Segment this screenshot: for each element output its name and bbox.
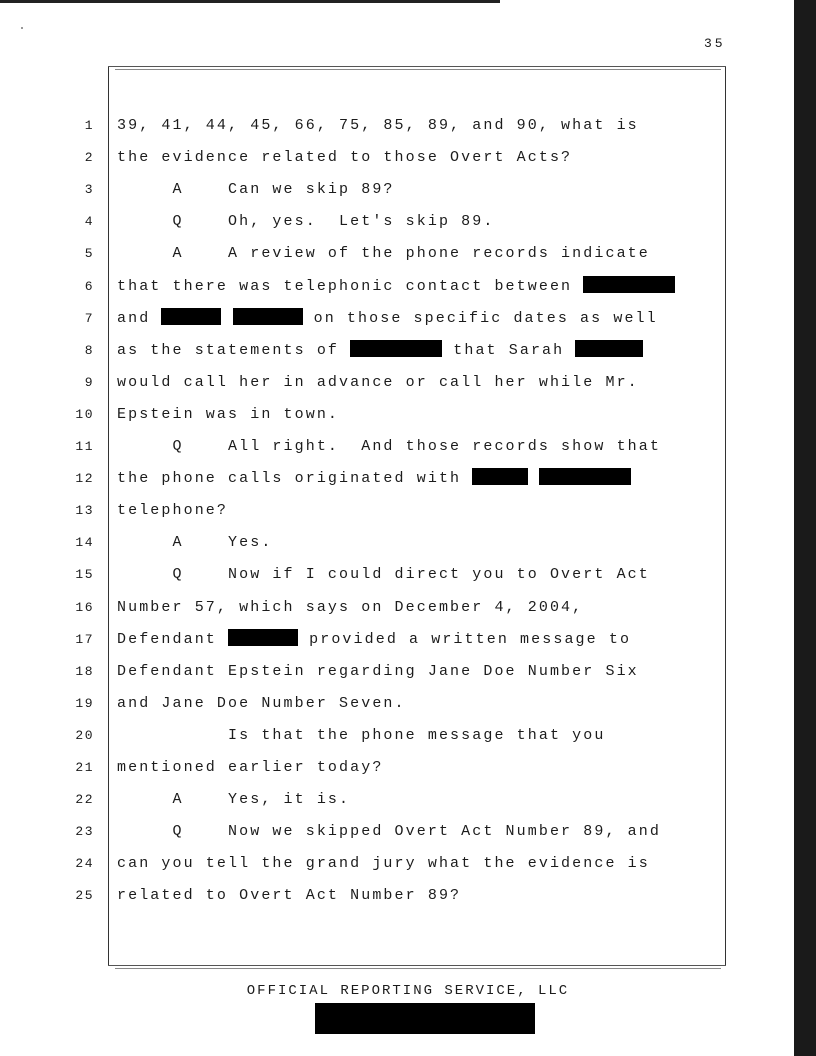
line-text (117, 372, 639, 394)
transcript-line (0, 211, 720, 233)
line-text (117, 500, 228, 522)
transcript-line (0, 308, 720, 330)
line-text (117, 789, 350, 811)
text-segment: and (117, 309, 162, 327)
top-edge-rule (0, 0, 500, 3)
text-segment: Q All right. And those records show that (117, 438, 661, 455)
transcript-line (0, 629, 720, 651)
line-text (117, 340, 643, 362)
line-text (117, 661, 639, 683)
text-segment: that there was telephonic contact between (117, 277, 584, 295)
line-text (117, 821, 661, 843)
text-segment: Defendant Epstein regarding Jane Doe Number Six (117, 662, 639, 680)
line-number: 22 (75, 792, 94, 808)
redaction-box (350, 340, 442, 357)
line-number: 2 (84, 150, 94, 166)
redaction-box (575, 340, 643, 357)
text-segment: Is that the phone message that you (117, 726, 606, 744)
page-number: 35 (704, 36, 726, 51)
line-text (117, 179, 395, 201)
line-number: 20 (75, 727, 94, 743)
text-segment: mentioned earlier today? (117, 759, 384, 776)
line-text (117, 468, 631, 490)
frame-bottom-rule-inner (115, 968, 721, 969)
text-segment: telephone? (117, 502, 229, 520)
line-text (117, 757, 383, 779)
text-segment: A Yes. (117, 534, 273, 552)
line-number: 6 (84, 278, 94, 294)
transcript-line (0, 147, 720, 169)
line-text (117, 597, 583, 619)
transcript-line (0, 885, 720, 907)
transcript-line (0, 115, 720, 137)
line-text (117, 276, 675, 298)
text-segment: 39, 41, 44, 45, 66, 75, 85, 89, and 90, what is (117, 117, 639, 134)
text-segment: on those specific dates as well (302, 309, 658, 327)
transcript-line (0, 243, 720, 265)
text-segment: that Sarah (442, 341, 576, 359)
line-number: 25 (75, 888, 94, 904)
transcript-line (0, 853, 720, 875)
line-text (117, 211, 494, 233)
text-segment: and Jane Doe Number Seven. (117, 694, 406, 712)
text-segment: can you tell the grand jury what the evidence is (117, 855, 650, 873)
line-text (117, 725, 605, 747)
transcript-line (0, 661, 720, 683)
text-segment: related to Overt Act Number 89? (117, 887, 462, 905)
line-number: 4 (84, 214, 94, 230)
text-segment: Number 57, which says on December 4, 2004, (117, 598, 584, 616)
text-segment: A A review of the phone records indicate (117, 245, 650, 263)
line-number: 17 (75, 631, 94, 647)
line-text (117, 629, 631, 651)
line-number: 5 (84, 246, 94, 262)
transcript-line (0, 789, 720, 811)
line-text (117, 532, 272, 554)
line-number: 9 (84, 374, 94, 390)
line-text (117, 115, 639, 137)
transcript-line (0, 276, 720, 298)
text-segment: would call her in advance or call her while Mr. (117, 373, 639, 391)
transcript-line (0, 725, 720, 747)
redaction-box (472, 468, 528, 485)
frame-bottom-rule (108, 965, 726, 966)
line-number: 3 (84, 182, 94, 198)
text-segment (528, 470, 539, 487)
transcript-line (0, 404, 720, 426)
transcript-line (0, 372, 720, 394)
redaction-box (583, 276, 675, 293)
transcript-line (0, 468, 720, 490)
text-segment: A Yes, it is. (117, 791, 351, 809)
line-text (117, 564, 650, 586)
text-segment (221, 310, 232, 327)
transcript-line (0, 436, 720, 458)
frame-top-rule (108, 66, 726, 67)
transcript-line (0, 179, 720, 201)
redaction-box (233, 308, 303, 325)
transcript-line (0, 757, 720, 779)
line-text (117, 885, 461, 907)
text-segment: provided a written message to (298, 630, 632, 648)
footer-reporting-service: OFFICIAL REPORTING SERVICE, LLC (246, 983, 570, 999)
redaction-box (539, 468, 631, 485)
transcript-line (0, 500, 720, 522)
line-number: 21 (75, 760, 94, 775)
line-number: 10 (75, 406, 94, 422)
line-text (117, 436, 661, 458)
line-number: 13 (75, 503, 94, 519)
transcript-line (0, 340, 720, 362)
text-segment: Q Now we skipped Overt Act Number 89, and (117, 823, 661, 841)
text-segment: the evidence related to those Overt Acts? (117, 149, 573, 167)
line-number: 12 (75, 471, 94, 487)
text-segment: Epstein was in town. (117, 405, 340, 423)
transcript-line (0, 564, 720, 586)
line-number: 23 (75, 824, 94, 840)
transcript-line (0, 597, 720, 619)
footer-redaction-box (315, 1003, 535, 1034)
line-number: 24 (75, 856, 94, 872)
text-segment: the phone calls originated with (117, 470, 473, 488)
line-number: 16 (75, 599, 94, 615)
line-number: 19 (75, 695, 94, 711)
text-segment: Q Now if I could direct you to Overt Act (117, 566, 650, 584)
line-number: 18 (75, 663, 94, 679)
text-segment: Defendant (117, 630, 229, 648)
redaction-box (228, 629, 298, 646)
text-segment: A Can we skip 89? (117, 181, 395, 199)
line-number: 7 (84, 310, 94, 326)
frame-top-rule-inner (115, 69, 721, 70)
transcript-line (0, 821, 720, 843)
line-text (117, 243, 650, 265)
scan-edge-bar (794, 0, 816, 1056)
text-segment: Q Oh, yes. Let's skip 89. (117, 213, 495, 231)
line-number: 1 (84, 118, 94, 133)
line-text (117, 147, 572, 169)
text-segment: as the statements of (117, 341, 351, 359)
line-number: 8 (84, 342, 94, 358)
line-number: 11 (75, 439, 94, 454)
line-text (117, 308, 658, 330)
line-text (117, 404, 339, 426)
line-number: 14 (75, 535, 94, 551)
line-number: 15 (75, 567, 94, 583)
scan-speck (21, 27, 23, 29)
line-text (117, 693, 406, 715)
line-text (117, 853, 650, 875)
transcript-line (0, 532, 720, 554)
transcript-line (0, 693, 720, 715)
redaction-box (161, 308, 221, 325)
